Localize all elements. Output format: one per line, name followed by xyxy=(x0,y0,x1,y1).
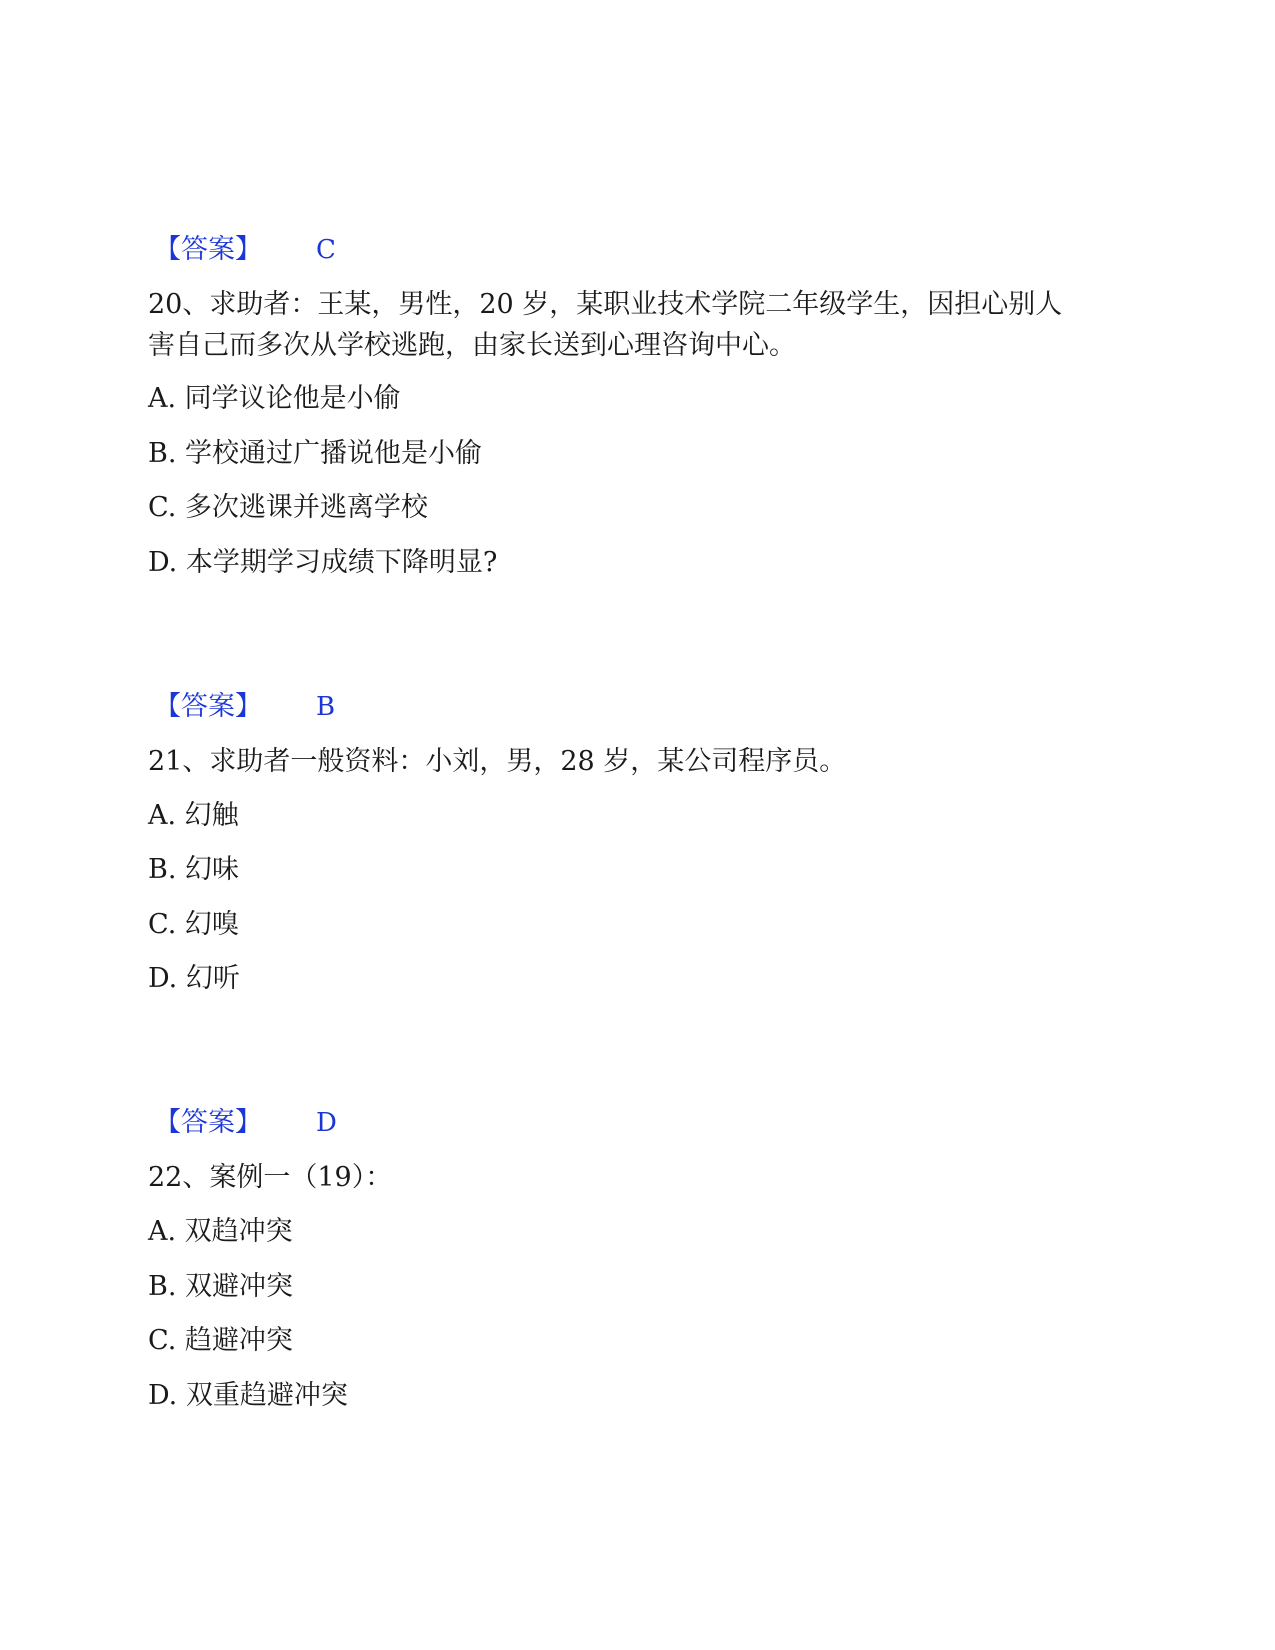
option-b: B. 学校通过广播说他是小偷 xyxy=(148,438,483,469)
option-d: D. 双重趋避冲突 xyxy=(148,1380,348,1411)
option-c: C. 趋避冲突 xyxy=(148,1325,293,1356)
option-d: D. 本学期学习成绩下降明显? xyxy=(148,547,498,578)
option-c: C. 多次逃课并逃离学校 xyxy=(148,492,428,523)
answer-value: C xyxy=(316,235,336,265)
option-d: D. 幻听 xyxy=(148,963,240,994)
question-text-continued: 害自己而多次从学校逃跑，由家长送到心理咨询中心。 xyxy=(148,330,796,361)
answer-label: 【答案】 xyxy=(154,691,262,722)
answer-label: 【答案】 xyxy=(154,234,262,265)
answer-line xyxy=(148,685,335,729)
question-text: 21、求助者一般资料：小刘，男，28 岁，某公司程序员。 xyxy=(148,746,847,777)
option-a: A. 幻触 xyxy=(148,800,239,831)
answer-value: D xyxy=(316,1108,337,1138)
option-a: A. 双趋冲突 xyxy=(148,1216,293,1247)
option-b: B. 幻味 xyxy=(148,854,240,885)
option-b: B. 双避冲突 xyxy=(148,1271,294,1302)
question-text: 22、案例一（19）： xyxy=(148,1162,393,1193)
answer-line xyxy=(148,228,336,272)
option-c: C. 幻嗅 xyxy=(148,909,239,940)
question-text: 20、求助者：王某，男性，20 岁，某职业技术学院二年级学生，因担心别人 xyxy=(148,289,1063,320)
answer-label: 【答案】 xyxy=(154,1107,262,1138)
answer-line xyxy=(148,1101,337,1145)
answer-value: B xyxy=(316,692,336,722)
option-a: A. 同学议论他是小偷 xyxy=(148,383,401,414)
